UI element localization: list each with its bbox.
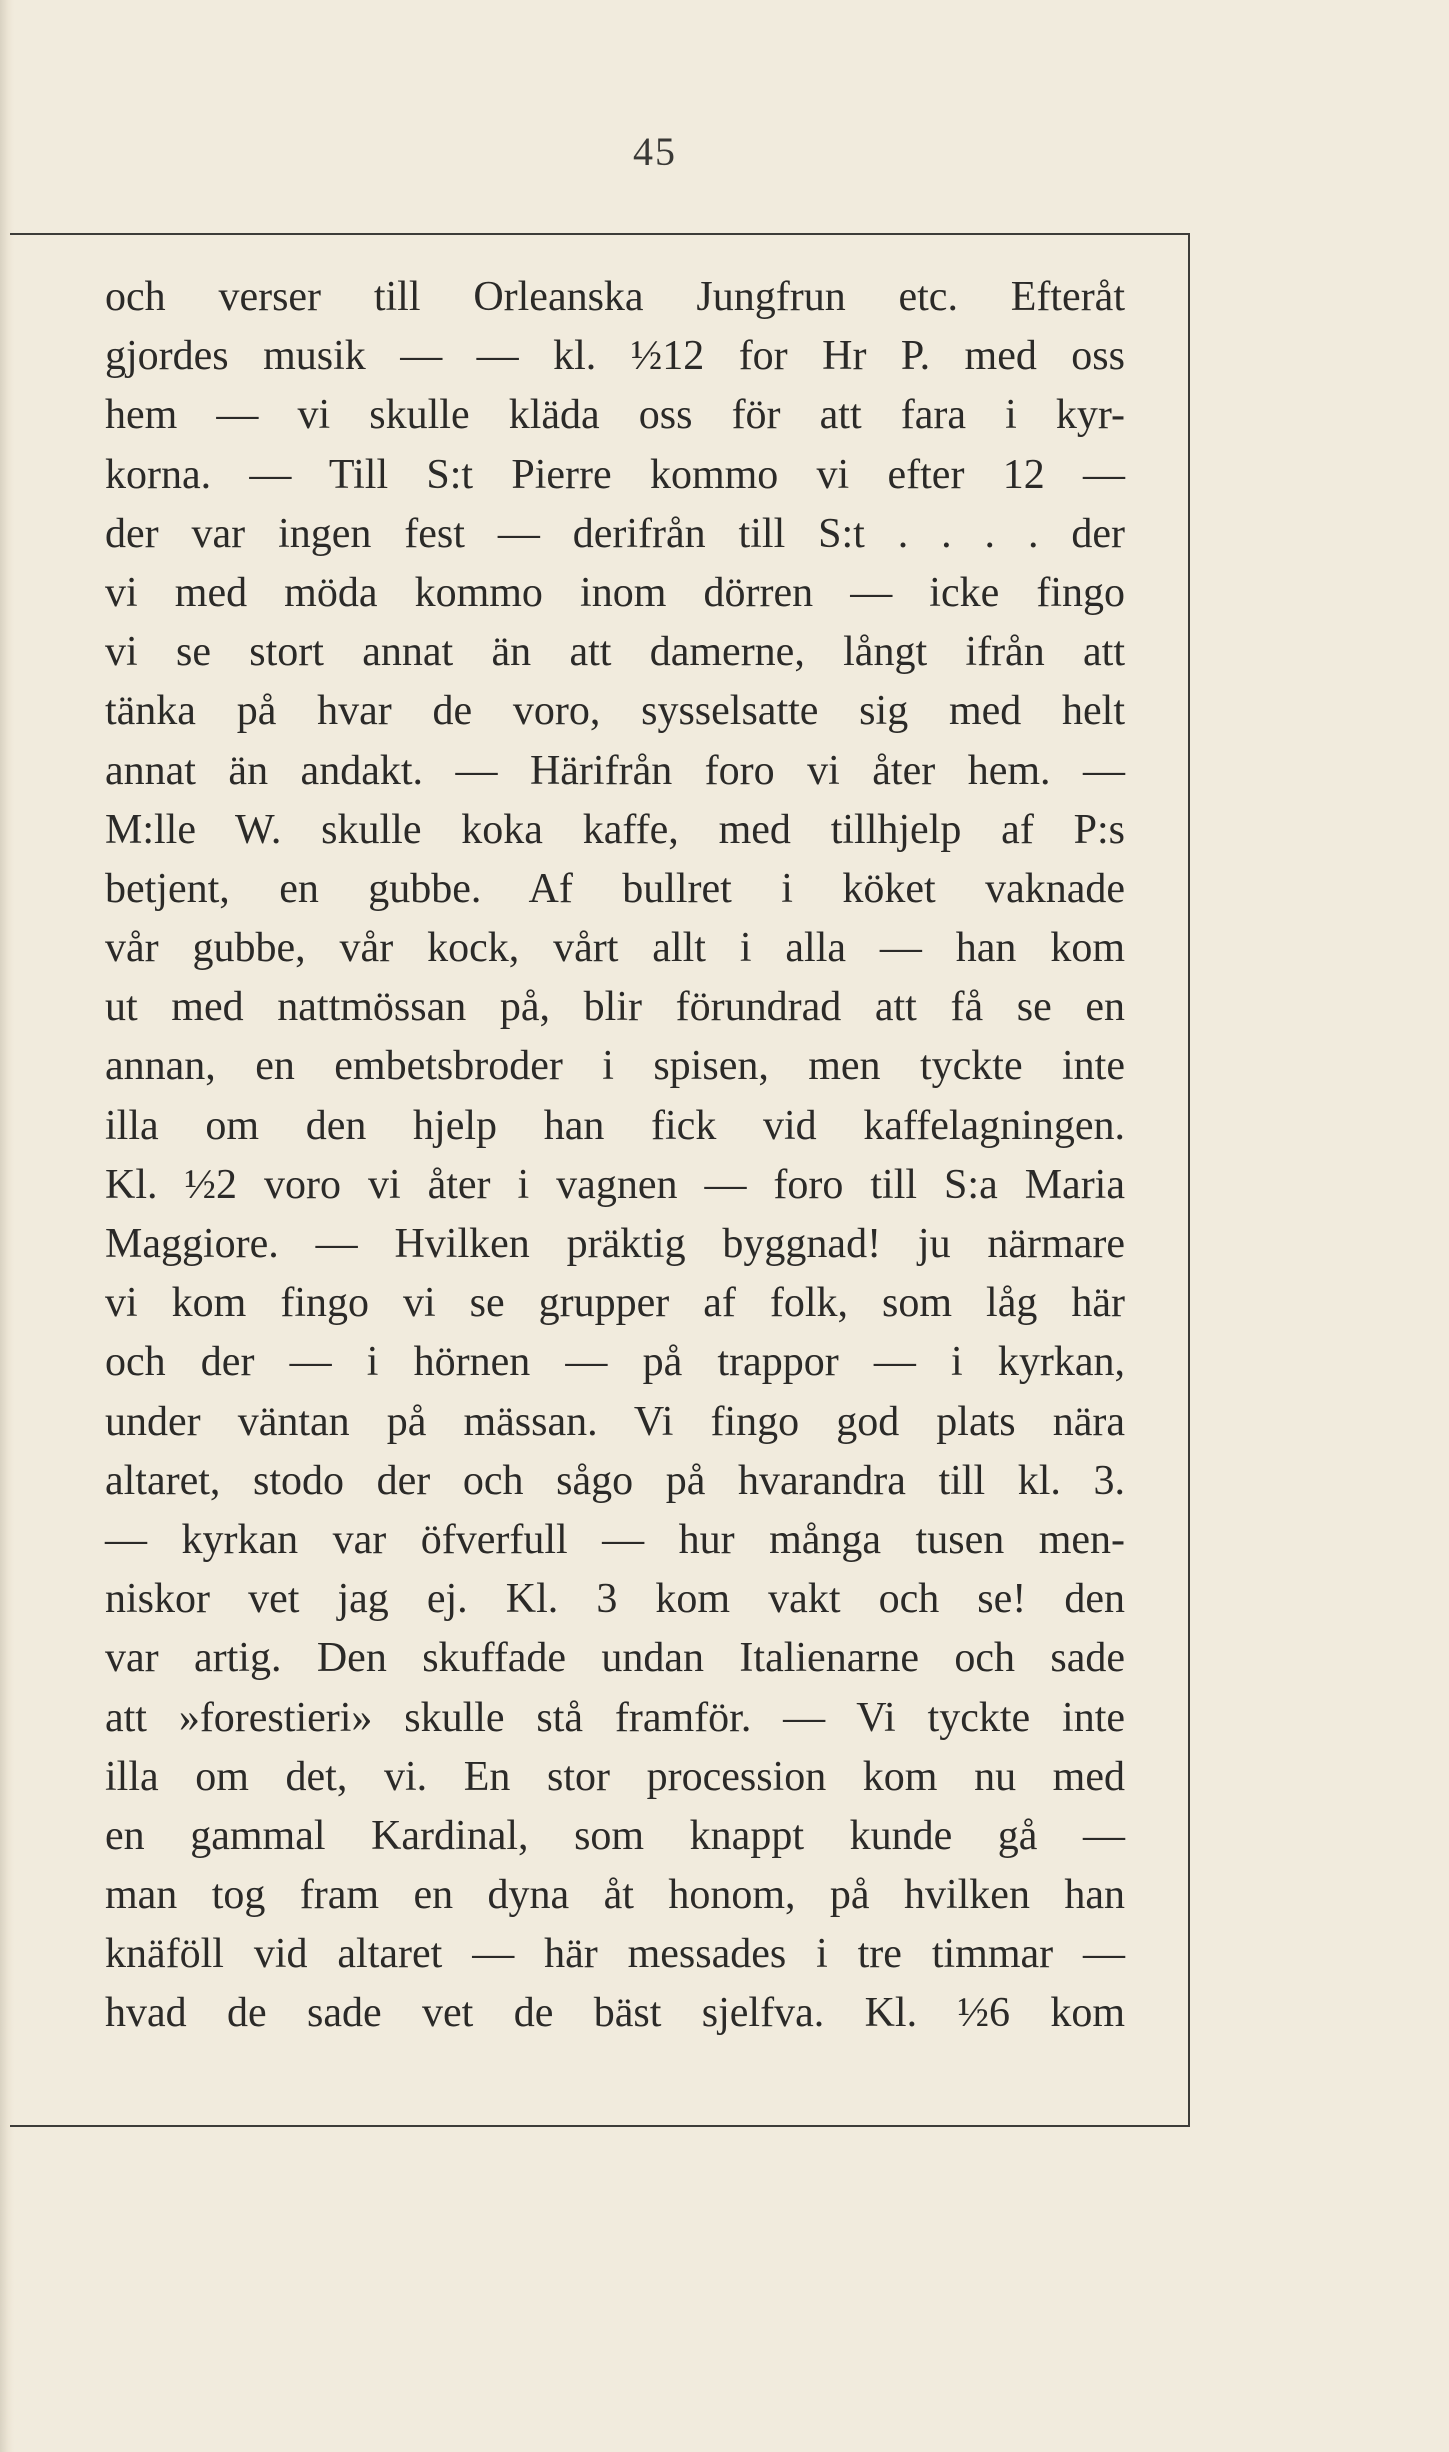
text-line: hvad de sade vet de bäst sjelfva. Kl. ½6 kom <box>105 1990 1125 2037</box>
text-line: — kyrkan var öfverfull — hur många tusen men- <box>105 1516 1125 1563</box>
text-line: M:lle W. skulle koka kaffe, med tillhjelp af P:s <box>105 806 1125 853</box>
text-line: illa om den hjelp han fick vid kaffelagningen. <box>105 1102 1125 1149</box>
text-line: der var ingen fest — derifrån till S:t . . . . der <box>105 510 1125 557</box>
text-line: vi se stort annat än att damerne, långt ifrån att <box>105 629 1125 676</box>
text-line: gjordes musik — — kl. ½12 for Hr P. med oss <box>105 333 1125 380</box>
text-line: korna. — Till S:t Pierre kommo vi efter 12 — <box>105 451 1125 498</box>
page-number: 45 <box>633 129 677 174</box>
text-line: Kl. ½2 voro vi åter i vagnen — foro till S:a Maria <box>105 1161 1125 1208</box>
text-line: vi kom fingo vi se grupper af folk, som låg här <box>105 1280 1125 1327</box>
text-line: Maggiore. — Hvilken präktig byggnad! ju närmare <box>105 1221 1125 1267</box>
text-line: och verser till Orleanska Jungfrun etc. Efteråt <box>105 274 1125 320</box>
text-line: knäföll vid altaret — här messades i tre timmar — <box>105 1931 1125 1978</box>
text-line: ut med nattmössan på, blir förundrad att få se en <box>105 984 1125 1031</box>
text-line: en gammal Kardinal, som knappt kunde gå — <box>105 1812 1125 1859</box>
text-line: vi med möda kommo inom dörren — icke fingo <box>105 569 1125 616</box>
body-text <box>105 268 1125 2044</box>
text-line: under väntan på mässan. Vi fingo god plats nära <box>105 1398 1125 1445</box>
text-line: illa om det, vi. En stor procession kom nu med <box>105 1753 1125 1800</box>
text-line: och der — i hörnen — på trappor — i kyrkan, <box>105 1339 1125 1386</box>
text-line: man tog fram en dyna åt honom, på hvilken han <box>105 1872 1125 1919</box>
text-line: annat än andakt. — Härifrån foro vi åter hem. — <box>105 747 1125 794</box>
text-line: annan, en embetsbroder i spisen, men tyckte inte <box>105 1043 1125 1090</box>
text-line: vår gubbe, vår kock, vårt allt i alla — han kom <box>105 925 1125 972</box>
text-line: att »forestieri» skulle stå framför. — Vi tyckte inte <box>105 1694 1125 1741</box>
text-line: hem — vi skulle kläda oss för att fara i kyr- <box>105 392 1125 439</box>
text-line: betjent, en gubbe. Af bullret i köket vaknade <box>105 865 1125 912</box>
text-line: var artig. Den skuffade undan Italienarne och sade <box>105 1635 1125 1682</box>
text-line: niskor vet jag ej. Kl. 3 kom vakt och se! den <box>105 1576 1125 1623</box>
text-line: tänka på hvar de voro, sysselsatte sig med helt <box>105 688 1125 735</box>
text-line: altaret, stodo der och sågo på hvarandra till kl. 3. <box>105 1457 1125 1504</box>
